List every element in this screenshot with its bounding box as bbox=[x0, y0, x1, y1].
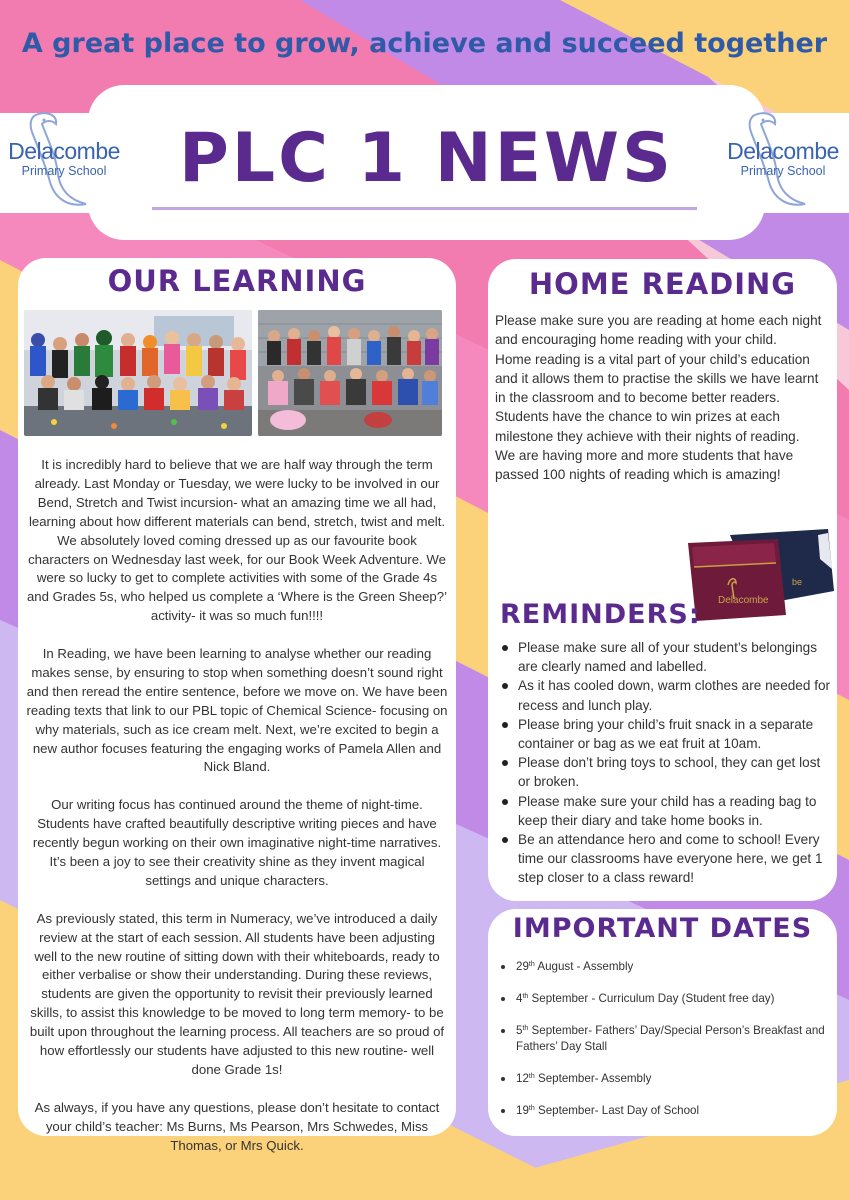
list-item bbox=[498, 1103, 832, 1119]
learning-paragraph: It is incredibly hard to believe that we are half way through the term already. Last Monday or Tuesday, we were lucky to be involved in our Bend, Stretch and Twist incursion- what an amazing time we all had, learning about how different materials can bend, stretch, twist and melt. We absolutely loved coming dressed up as our favourite book characters on Wednesday last week, for our Book Week Adventure. We were so lucky to get to complete activities with some of the Grade 4s and Grades 5s, who helped us complete a ‘Where is the Green Sheep?’ activity- it was so much fun!!!! bbox=[26, 457, 448, 624]
home-reading-card bbox=[488, 259, 837, 901]
learning-paragraph: In Reading, we have been learning to analyse whether our reading makes sense, by ensuring to stop when something doesn’t sound right and then reread the entire sentence, before we move on. We have been reading texts that link to our PBL topic of Chemical Science- focusing on why materials, such as ice cream melt. Next, we’re excited to begin a new author focuses featuring the engaging works of Pamela Allen and Nick Bland. bbox=[26, 646, 448, 775]
list-item bbox=[498, 959, 832, 975]
reading-paragraph: We are having more and more students that have passed 100 nights of reading which is amazing! bbox=[495, 448, 794, 483]
date-text: September- Fathers’ Day/Special Person’s Breakfast and Fathers’ Day Stall bbox=[516, 1024, 825, 1053]
list-item: As it has cooled down, warm clothes are needed for recess and lunch play. bbox=[496, 676, 834, 714]
our-learning-text bbox=[26, 456, 448, 1174]
important-dates-card bbox=[488, 909, 837, 1136]
date-day: 29 bbox=[516, 960, 529, 973]
svg-text:Delacombe: Delacombe bbox=[718, 595, 769, 606]
logo-name: Delacombe bbox=[8, 138, 120, 164]
list-item bbox=[498, 1071, 832, 1087]
date-day: 19 bbox=[516, 1104, 529, 1117]
reading-paragraph: Please make sure you are reading at home each night and encouraging home reading with your child. bbox=[495, 313, 822, 348]
our-learning-title: OUR LEARNING bbox=[107, 264, 367, 298]
newsletter-title: PLC 1 NEWS bbox=[178, 119, 675, 198]
list-item bbox=[498, 991, 832, 1007]
reminders-list bbox=[496, 638, 834, 888]
logo-name: Delacombe bbox=[727, 138, 839, 164]
reading-paragraph: Home reading is a vital part of your child’s education and it allows them to practise the skills we have learnt in the classroom and to become better readers. Students have the chance to win prizes at each milestone they achieve with their nights of reading. bbox=[495, 351, 819, 444]
logo-subtitle: Primary School bbox=[740, 164, 826, 178]
list-item: Please make sure all of your student’s belongings are clearly named and labelled. bbox=[496, 638, 834, 676]
date-suffix: th bbox=[522, 1025, 529, 1032]
date-suffix: th bbox=[528, 961, 535, 968]
list-item: Be an attendance hero and come to school! Every time our classrooms have everyone here, we get 1 step closer to a class reward! bbox=[496, 830, 834, 888]
date-day: 12 bbox=[516, 1072, 529, 1085]
date-day: 4 bbox=[516, 992, 523, 1005]
our-learning-card bbox=[18, 258, 456, 1153]
list-item: Please don’t bring toys to school, they can get lost or broken. bbox=[496, 753, 834, 791]
date-text: September - Curriculum Day (Student free day) bbox=[528, 992, 775, 1005]
important-dates-title: IMPORTANT DATES bbox=[512, 913, 813, 944]
svg-text:be: be bbox=[792, 577, 803, 587]
title-underline bbox=[152, 207, 697, 210]
date-suffix: th bbox=[528, 1073, 535, 1080]
list-item: Please bring your child’s fruit snack in a separate container or bag as we eat fruit at 10am. bbox=[496, 715, 834, 753]
learning-paragraph: Our writing focus has continued around the theme of night-time. Students have crafted beautifully descriptive writing pieces and have recently begun working on their own imaginative night-time narratives. It’s been a joy to see their creativity shine as they invent magical settings and unique characters. bbox=[32, 797, 442, 888]
book-week-photo-2 bbox=[258, 310, 442, 436]
date-text: September- Last Day of School bbox=[534, 1104, 700, 1117]
date-text: August - Assembly bbox=[534, 960, 634, 973]
reminders-title: REMINDERS: bbox=[500, 599, 701, 630]
list-item: Please make sure your child has a reading bag to keep their diary and take home books in. bbox=[496, 792, 834, 830]
reading-bag-image bbox=[688, 529, 834, 621]
learning-paragraph: As always, if you have any questions, please don’t hesitate to contact your child’s teacher: Ms Burns, Ms Pearson, Mrs Schwedes, Miss Thomas, or Mrs Quick. bbox=[34, 1099, 440, 1153]
logo-subtitle: Primary School bbox=[21, 164, 107, 178]
date-day: 5 bbox=[516, 1024, 523, 1037]
list-item bbox=[498, 1023, 832, 1055]
school-logo-right bbox=[719, 112, 847, 212]
important-dates-list bbox=[498, 959, 832, 1135]
home-reading-title: HOME READING bbox=[528, 267, 797, 301]
school-logo-left bbox=[0, 112, 128, 212]
header-card bbox=[88, 85, 765, 240]
date-suffix: th bbox=[522, 993, 529, 1000]
tagline: A great place to grow, achieve and succeed together bbox=[21, 28, 828, 59]
book-week-photo-1 bbox=[24, 310, 252, 436]
home-reading-text bbox=[495, 311, 831, 485]
date-text: September- Assembly bbox=[534, 1072, 652, 1085]
date-suffix: th bbox=[528, 1105, 535, 1112]
learning-paragraph: As previously stated, this term in Numeracy, we’ve introduced a daily review at the start of each session. All students have been adjusting well to the new routine of sitting down with their whiteboards, ready to either verbalise or show their understanding. During these reviews, students are given the opportunity to revisit their previously learned skills, to assist this knowledge to be moved to long term memory- to be built upon throughout the learning process. All teachers are so proud of how effortlessly our students have adjusted to this new routine- well done Grade 1s! bbox=[29, 910, 445, 1077]
